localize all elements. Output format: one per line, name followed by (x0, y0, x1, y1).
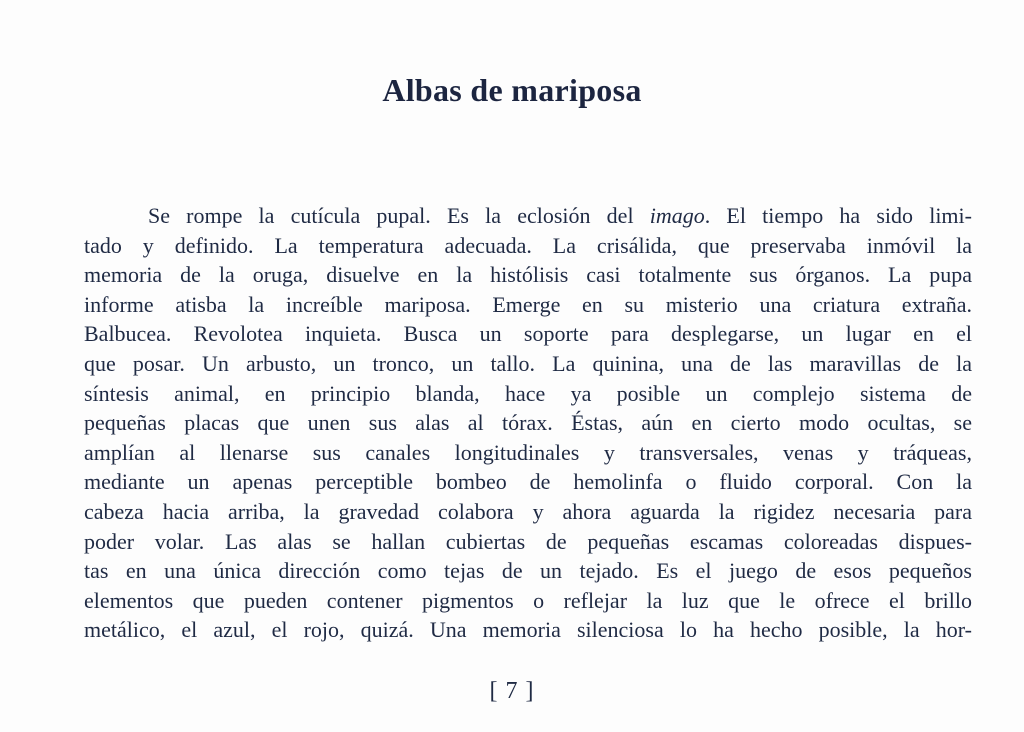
line-1-text-after: . El tiempo ha sido limi- (704, 203, 972, 228)
paragraph-line: tas en una única dirección como tejas de un tejado. Es el juego de esos pequeños (84, 558, 972, 584)
line-1-text-before: Se rompe la cutícula pupal. Es la eclosión del (148, 203, 650, 228)
paragraph-line: síntesis animal, en principio blanda, hace ya posible un complejo sistema de (84, 380, 972, 406)
paragraph-line: cabeza hacia arriba, la gravedad colabora y ahora aguarda la rigidez necesaria para (84, 498, 972, 524)
paragraph-line: poder volar. Las alas se hallan cubiertas de pequeñas escamas coloreadas dispues- (84, 528, 972, 554)
page-title: Albas de mariposa (382, 72, 642, 108)
paragraph-line: memoria de la oruga, disuelve en la histólisis casi totalmente sus órganos. La pupa (84, 262, 972, 288)
paragraph-line: informe atisba la increíble mariposa. Emerge en su misterio una criatura extraña. (84, 291, 972, 317)
italic-word-imago: imago (649, 203, 705, 228)
page-number: [ 7 ] (489, 678, 535, 704)
paragraph-line: Balbucea. Revolotea inquieta. Busca un soporte para desplegarse, un lugar en el (84, 321, 972, 347)
paragraph-line: que posar. Un arbusto, un tronco, un tallo. La quinina, una de las maravillas de la (84, 350, 972, 376)
paragraph-line: mediante un apenas perceptible bombeo de hemolinfa o fluido corporal. Con la (84, 469, 972, 495)
paragraph-line-1 (84, 201, 972, 231)
paragraph-line: amplían al llenarse sus canales longitudinales y transversales, venas y tráqueas, (84, 439, 972, 465)
paragraph-line: tado y definido. La temperatura adecuada. La crisálida, que preservaba inmóvil la (84, 232, 972, 258)
body-paragraph (84, 201, 972, 645)
paragraph-line: metálico, el azul, el rojo, quizá. Una memoria silenciosa lo ha hecho posible, la hor- (84, 617, 972, 643)
paragraph-line: pequeñas placas que unen sus alas al tórax. Éstas, aún en cierto modo ocultas, se (84, 410, 972, 436)
paragraph-line: elementos que pueden contener pigmentos o reflejar la luz que le ofrece el brillo (84, 587, 972, 613)
